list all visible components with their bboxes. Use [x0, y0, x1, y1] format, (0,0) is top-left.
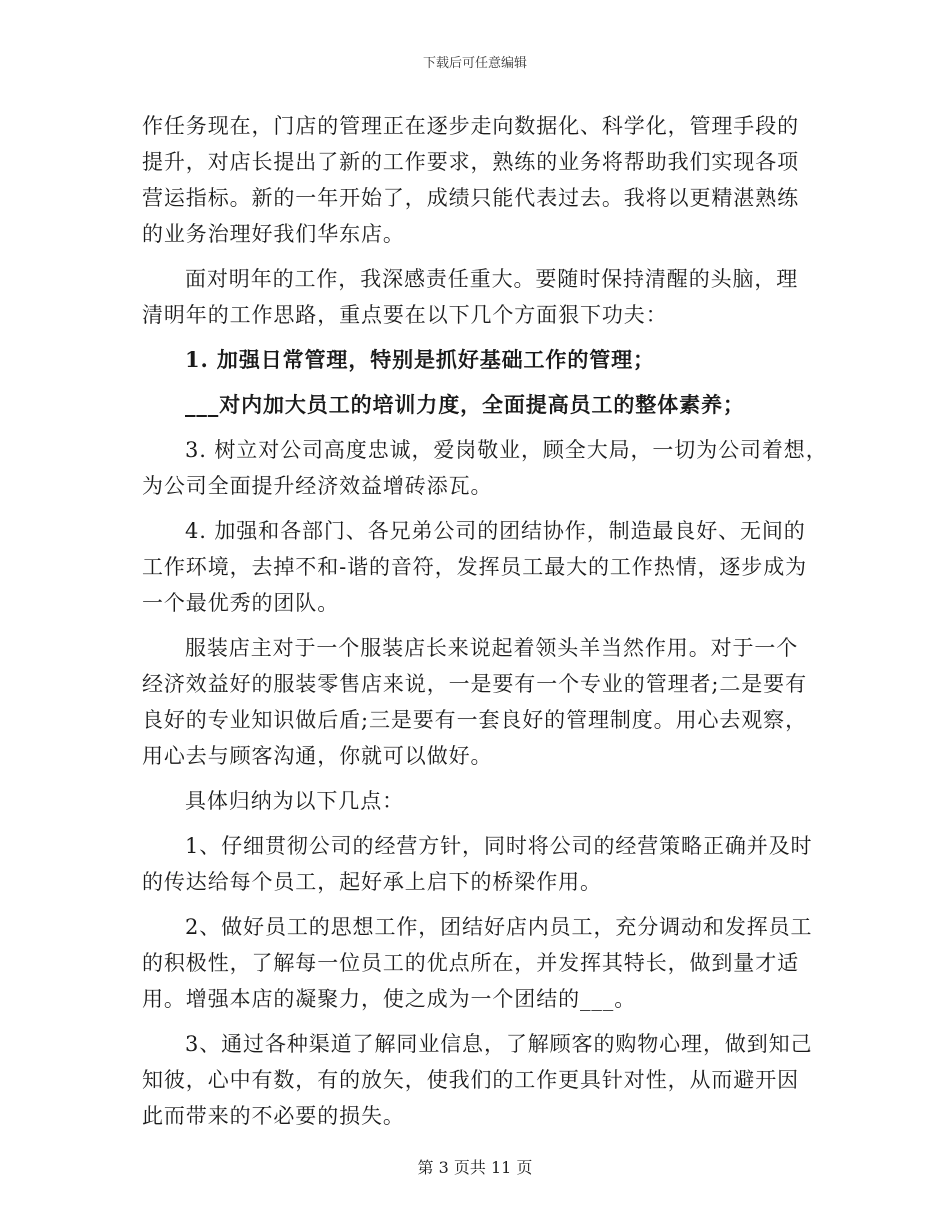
- paragraph-line: 经济效益好的服装零售店来说，一是要有一个专业的管理者;二是要有: [142, 672, 807, 696]
- paragraph: [142, 261, 810, 333]
- paragraph-line: 具体归纳为以下几点：: [185, 789, 404, 813]
- paragraph: [142, 342, 810, 378]
- paragraph: [142, 783, 810, 819]
- paragraph-line: 3. 树立对公司高度忠诚，爱岗敬业，顾全大局，一切为公司着想，: [185, 438, 828, 462]
- paragraph: [142, 909, 813, 1017]
- paragraph-line: 面对明年的工作，我深感责任重大。要随时保持清醒的头脑，理: [185, 267, 799, 291]
- paragraph: [142, 432, 828, 504]
- paragraph-line: 服装店主对于一个服装店长来说起着领头羊当然作用。对于一个: [185, 636, 799, 660]
- paragraph-line: 工作环境，去掉不和-谐的音符，发挥员工最大的工作热情，逐步成为: [142, 555, 807, 579]
- paragraph-line: 的传达给每个员工，起好承上启下的桥梁作用。: [142, 870, 602, 894]
- paragraph-line: 用心去与顾客沟通，你就可以做好。: [142, 744, 493, 768]
- paragraph-line: 的积极性，了解每一位员工的优点所在，并发挥其特长，做到量才适: [142, 951, 799, 975]
- paragraph-line: 提升，对店长提出了新的工作要求，熟练的业务将帮助我们实现各项: [142, 150, 799, 174]
- page-header: 下载后可任意编辑: [422, 56, 527, 71]
- paragraph-line: 良好的专业知识做后盾;三是要有一套良好的管理制度。用心去观察，: [142, 708, 807, 732]
- paragraph-line: 的业务治理好我们华东店。: [142, 222, 405, 246]
- paragraph: [142, 630, 810, 774]
- page-number: 第 3 页共 11 页: [417, 1158, 533, 1177]
- paragraph-line: 1、仔细贯彻公司的经营方针，同时将公司的经营策略正确并及时: [185, 834, 813, 858]
- paragraph-line: 为公司全面提升经济效益增砖添瓦。: [142, 474, 493, 498]
- paragraph-line: 作任务现在，门店的管理正在逐步走向数据化、科学化，管理手段的: [142, 114, 799, 138]
- paragraph-line: 1. 加强日常管理，特别是抓好基础工作的管理；: [185, 347, 655, 372]
- paragraph-line: 营运指标。新的一年开始了，成绩只能代表过去。我将以更精湛熟练: [142, 186, 799, 210]
- paragraph: [142, 1026, 813, 1134]
- paragraph-line: ___对内加大员工的培训力度，全面提高员工的整体素养；: [185, 392, 745, 417]
- paragraph: [142, 387, 810, 423]
- paragraph-line: 用。增强本店的凝聚力，使之成为一个团结的___。: [142, 987, 637, 1011]
- paragraph: [142, 828, 813, 900]
- paragraph-line: 此而带来的不必要的损失。: [142, 1104, 405, 1128]
- paragraph-line: 4. 加强和各部门、各兄弟公司的团结协作，制造最良好、无间的: [185, 519, 806, 543]
- paragraph: [142, 513, 810, 621]
- paragraph-line: 3、通过各种渠道了解同业信息，了解顾客的购物心理，做到知己: [185, 1032, 813, 1056]
- document-body: [142, 108, 828, 1134]
- paragraph: [142, 108, 810, 252]
- paragraph-line: 一个最优秀的团队。: [142, 591, 340, 615]
- paragraph-line: 清明年的工作思路，重点要在以下几个方面狠下功夫：: [142, 303, 668, 327]
- paragraph-line: 知彼，心中有数，有的放矢，使我们的工作更具针对性，从而避开因: [142, 1068, 799, 1092]
- paragraph-line: 2、做好员工的思想工作，团结好店内员工，充分调动和发挥员工: [185, 915, 813, 939]
